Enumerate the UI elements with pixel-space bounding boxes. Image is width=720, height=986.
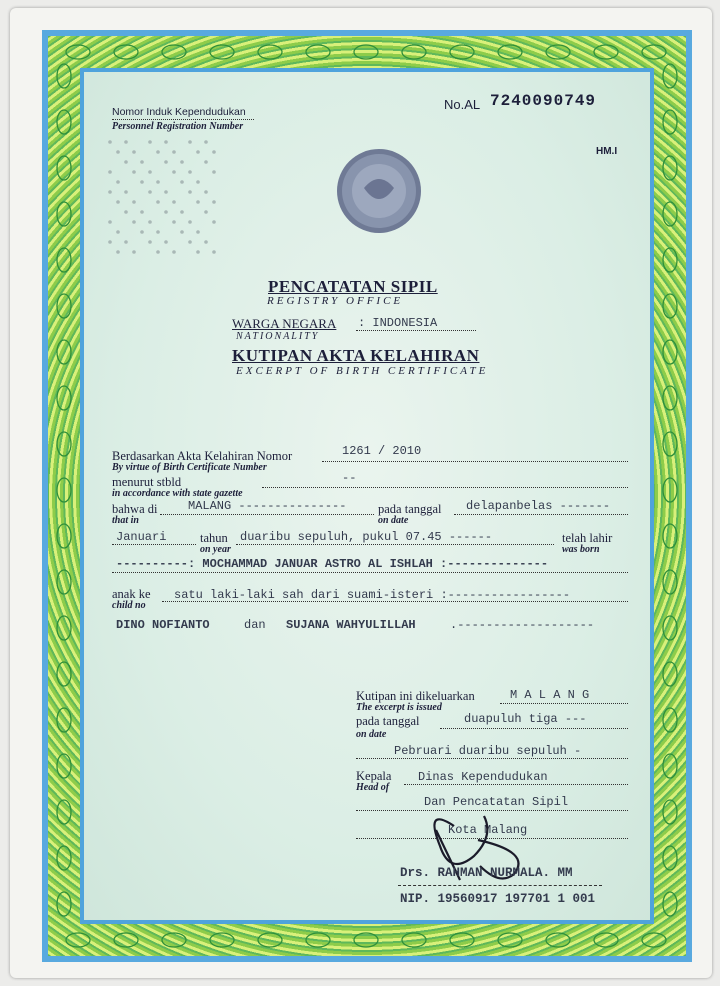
birth-day: delapanbelas ------- (466, 499, 611, 513)
issue-date: duapuluh tiga --- (464, 712, 587, 726)
border-ornament (642, 933, 666, 947)
birth-place: MALANG --------------- (188, 499, 347, 513)
head-sub-label: Head of (356, 782, 390, 793)
akta-sub-label: By virtue of Birth Certificate Number (112, 462, 267, 473)
border-ornament (498, 933, 522, 947)
border-ornament (663, 616, 677, 640)
border-ornament (546, 933, 570, 947)
border-ornament (450, 45, 474, 59)
border-ornament (663, 202, 677, 226)
border-ornament (498, 45, 522, 59)
border-ornament (663, 708, 677, 732)
border-ornament (57, 708, 71, 732)
border-ornament (402, 933, 426, 947)
perforated-number (104, 136, 224, 262)
stbld-sub-label: in accordance with state gazette (112, 488, 243, 499)
border-ornament (57, 386, 71, 410)
office-line-2: Dan Pencatatan Sipil (424, 795, 569, 809)
border-ornament (57, 478, 71, 502)
border-ornament (306, 45, 330, 59)
border-ornament (402, 45, 426, 59)
born-sub-label: was born (562, 544, 600, 555)
border-ornament (57, 846, 71, 870)
border-ornament (66, 933, 90, 947)
border-ornament (57, 800, 71, 824)
child-sub-label: child no (112, 600, 146, 611)
border-ornament (663, 248, 677, 272)
issued-place: M A L A N G (510, 688, 590, 702)
border-ornament (57, 248, 71, 272)
border-ornament (57, 662, 71, 686)
official-seal (334, 148, 424, 234)
border-ornament (306, 933, 330, 947)
border-ornament (594, 45, 618, 59)
border-ornament (114, 933, 138, 947)
border-ornament (354, 933, 378, 947)
head-label: Kepala (356, 769, 392, 783)
issue-date-label: pada tanggal (356, 714, 420, 728)
border-ornament (57, 570, 71, 594)
document-title: KUTIPAN AKTA KELAHIRAN (232, 346, 480, 365)
office-line-1: Dinas Kependudukan (418, 770, 548, 784)
border-ornament (57, 616, 71, 640)
border-ornament (66, 45, 90, 59)
border-ornament (162, 933, 186, 947)
border-ornament (57, 156, 71, 180)
parents-tail: .------------------- (450, 618, 595, 632)
border-ornament (663, 800, 677, 824)
akta-label: Berdasarkan Akta Kelahiran Nomor (112, 449, 293, 463)
border-ornament (642, 45, 666, 59)
border-ornament (57, 892, 71, 916)
year-label: tahun (200, 531, 228, 545)
born-label: telah lahir (562, 531, 613, 545)
border-ornament (57, 202, 71, 226)
border-ornament (258, 45, 282, 59)
issue-date-sub-label: on date (356, 729, 387, 740)
border-ornament (663, 110, 677, 134)
official-nip: NIP. 19560917 197701 1 001 (400, 892, 596, 906)
border-ornament (663, 662, 677, 686)
border-ornament (354, 45, 378, 59)
border-ornament (663, 432, 677, 456)
nik-sub-label: Personnel Registration Number (112, 121, 244, 132)
border-ornament (162, 45, 186, 59)
border-ornament (663, 340, 677, 364)
border-ornament (57, 294, 71, 318)
border-ornament (114, 45, 138, 59)
border-ornament (663, 754, 677, 778)
mother-name: SUJANA WAHYULILLAH (286, 618, 416, 632)
place-label: bahwa di (112, 502, 158, 516)
border-ornament (57, 340, 71, 364)
stbld-value: -- (342, 471, 357, 485)
office-line-3: Kota Malang (448, 823, 528, 837)
date-sub-label: on date (378, 515, 409, 526)
registry-title-en: REGISTRY OFFICE (267, 295, 404, 307)
border-ornament (57, 754, 71, 778)
place-sub-label: that in (112, 515, 139, 526)
border-ornament (663, 64, 677, 88)
child-label: anak ke (112, 587, 151, 601)
birth-month: Januari (116, 530, 167, 544)
nationality-value: : INDONESIA (358, 316, 438, 330)
border-ornament (57, 432, 71, 456)
issue-date-continued: Pebruari duaribu sepuluh - (394, 744, 582, 758)
border-ornament (663, 892, 677, 916)
child-order: satu laki-laki sah dari suami-isteri :----------------- (174, 588, 571, 602)
birth-year-time: duaribu sepuluh, pukul 07.45 ------ (240, 530, 493, 544)
border-ornament (663, 478, 677, 502)
border-ornament (546, 45, 570, 59)
serial-number: 7240090749 (490, 92, 597, 110)
border-ornament (663, 524, 677, 548)
document-title-en: EXCERPT OF BIRTH CERTIFICATE (236, 365, 489, 377)
official-name: Drs. RAHMAN NURMALA. MM (400, 866, 573, 880)
border-ornament (663, 386, 677, 410)
border-ornament (663, 156, 677, 180)
border-ornament (57, 110, 71, 134)
nik-label: Nomor Induk Kependudukan (112, 106, 246, 118)
registry-title: PENCATATAN SIPIL (268, 277, 438, 296)
border-ornament (210, 933, 234, 947)
issued-label: Kutipan ini dikeluarkan (356, 689, 475, 703)
year-sub-label: on year (200, 544, 231, 555)
child-name: ----------: MOCHAMMAD JANUAR ASTRO AL ISHLAH :-------------- (116, 557, 549, 571)
and-text: dan (244, 618, 266, 632)
stbld-label: menurut stbld (112, 475, 182, 489)
date-label: pada tanggal (378, 502, 442, 516)
border-ornament (210, 45, 234, 59)
border-ornament (663, 846, 677, 870)
border-ornament (594, 933, 618, 947)
form-code: HM.I (596, 146, 618, 157)
nationality-label: WARGA NEGARA (232, 316, 337, 331)
border-ornament (57, 64, 71, 88)
border-ornament (57, 524, 71, 548)
father-name: DINO NOFIANTO (116, 618, 210, 632)
border-ornament (450, 933, 474, 947)
border-ornament (663, 294, 677, 318)
akta-number: 1261 / 2010 (342, 444, 422, 458)
issued-sub-label: The excerpt is issued (356, 702, 442, 713)
nationality-label-en: NATIONALITY (236, 331, 320, 342)
border-ornament (258, 933, 282, 947)
serial-label: No.AL (444, 97, 481, 112)
border-ornament (663, 570, 677, 594)
